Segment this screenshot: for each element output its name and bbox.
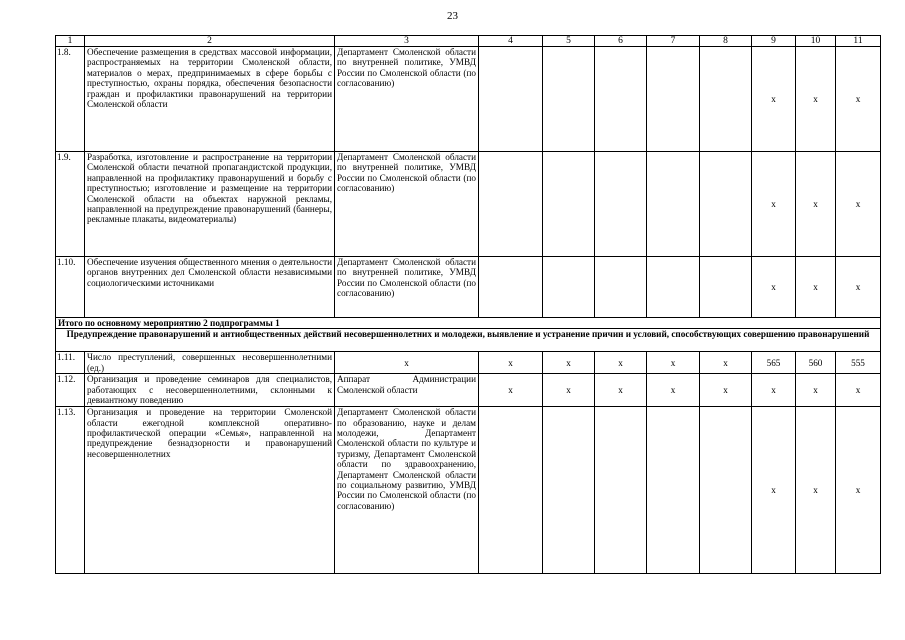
value-cell: [700, 47, 752, 152]
row-number: 1.11.: [56, 352, 85, 374]
measure-name: Разработка, изготовление и распространение на территории Смоленской области печатной пропагандистской продукции, направленной на профилактику правонарушений и борьбу с преступностью; изготовление и размещение на территории Смоленской области на объектах наружной рекламы, направленной на предупреждение правонарушений (баннеры, рекламные плакаты, видеоматериалы): [85, 152, 335, 257]
value-cell: х: [836, 47, 881, 152]
value-cell: 565: [752, 352, 796, 374]
value-cell: х: [796, 152, 836, 257]
value-cell: [479, 47, 543, 152]
measure-name: Число преступлений, совершенных несовершеннолетними (ед.): [85, 352, 335, 374]
value-cell: [543, 257, 595, 318]
value-cell: [543, 407, 595, 574]
header-cell: 8: [700, 36, 752, 47]
table-row: [56, 257, 881, 318]
value-cell: х: [700, 374, 752, 407]
total-row: [56, 318, 881, 329]
value-cell: х: [752, 374, 796, 407]
header-cell: 3: [335, 36, 479, 47]
value-cell: х: [796, 407, 836, 574]
header-cell: 7: [647, 36, 700, 47]
value-cell: х: [752, 407, 796, 574]
value-cell: [543, 152, 595, 257]
value-cell: [479, 407, 543, 574]
value-cell: х: [700, 352, 752, 374]
value-cell: х: [752, 152, 796, 257]
value-cell: [647, 152, 700, 257]
row-number: 1.9.: [56, 152, 85, 257]
header-cell: 5: [543, 36, 595, 47]
table-row: [56, 374, 881, 407]
row-number: 1.13.: [56, 407, 85, 574]
header-cell: 1: [56, 36, 85, 47]
value-cell: х: [595, 374, 647, 407]
value-cell: [700, 257, 752, 318]
table-row: [56, 47, 881, 152]
value-cell: х: [836, 374, 881, 407]
value-cell: х: [595, 352, 647, 374]
value-cell: х: [752, 257, 796, 318]
value-cell: х: [796, 47, 836, 152]
executor: Департамент Смоленской области по внутренней политике, УМВД России по Смоленской области (по согласованию): [335, 47, 479, 152]
value-cell: 555: [836, 352, 881, 374]
value-cell: 560: [796, 352, 836, 374]
table-row: [56, 352, 881, 374]
row-number: 1.12.: [56, 374, 85, 407]
table-row: [56, 407, 881, 574]
column-number-header: [56, 36, 881, 47]
page-number: 23: [447, 10, 458, 22]
value-cell: х: [752, 47, 796, 152]
value-cell: [595, 47, 647, 152]
header-cell: 6: [595, 36, 647, 47]
value-cell: [647, 47, 700, 152]
value-cell: [595, 407, 647, 574]
value-cell: [595, 257, 647, 318]
value-cell: [700, 152, 752, 257]
value-cell: х: [647, 374, 700, 407]
value-cell: [647, 257, 700, 318]
value-cell: [595, 152, 647, 257]
table-row: [56, 152, 881, 257]
program-table: [55, 35, 881, 574]
header-cell: 11: [836, 36, 881, 47]
header-cell: 2: [85, 36, 335, 47]
executor: Департамент Смоленской области по внутренней политике, УМВД России по Смоленской области (по согласованию): [335, 152, 479, 257]
header-cell: 9: [752, 36, 796, 47]
value-cell: [700, 407, 752, 574]
header-cell: 4: [479, 36, 543, 47]
value-cell: х: [836, 257, 881, 318]
section-row: [56, 329, 881, 352]
value-cell: х: [479, 352, 543, 374]
measure-name: Организация и проведение на территории Смоленской области ежегодной комплексной оперативно-профилактической операции «Семья», направленной на предупреждение безнадзорности и правонарушений несовершеннолетних: [85, 407, 335, 574]
measure-name: Организация и проведение семинаров для специалистов, работающих с несовершеннолетними, склонными к девиантному поведению: [85, 374, 335, 407]
value-cell: х: [836, 407, 881, 574]
total-label: Итого по основному мероприятию 2 подпрограммы 1: [56, 318, 881, 329]
value-cell: [647, 407, 700, 574]
value-cell: [479, 152, 543, 257]
row-number: 1.8.: [56, 47, 85, 152]
measure-name: Обеспечение изучения общественного мнения о деятельности органов внутренних дел Смоленской области независимыми социологическими источниками: [85, 257, 335, 318]
value-cell: х: [479, 374, 543, 407]
value-cell: [543, 47, 595, 152]
executor: Департамент Смоленской области по внутренней политике, УМВД России по Смоленской области (по согласованию): [335, 257, 479, 318]
value-cell: х: [543, 352, 595, 374]
header-cell: 10: [796, 36, 836, 47]
value-cell: [479, 257, 543, 318]
value-cell: х: [796, 374, 836, 407]
executor: Аппарат Администрации Смоленской области: [335, 374, 479, 407]
section-title: Предупреждение правонарушений и антиобщественных действий несовершеннолетних и молодежи, выявление и устранение причин и условий, способствующих совершению правонарушений: [56, 329, 881, 352]
value-cell: х: [647, 352, 700, 374]
row-number: 1.10.: [56, 257, 85, 318]
executor: х: [335, 352, 479, 374]
measure-name: Обеспечение размещения в средствах массовой информации, распространяемых на территории Смоленской области, материалов о мерах, предпринимаемых в сфере борьбы с преступностью, охраны порядка, обеспечения безопасности граждан и профилактики правонарушений на территории Смоленской области: [85, 47, 335, 152]
value-cell: х: [836, 152, 881, 257]
value-cell: х: [796, 257, 836, 318]
executor: Департамент Смоленской области по образованию, науке и делам молодежи, Департамент Смоленской области по культуре и туризму, Департамент Смоленской области по здравоохранению, Департамент Смоленской области по социальному развитию, УМВД России по Смоленской области (по согласованию): [335, 407, 479, 574]
value-cell: х: [543, 374, 595, 407]
